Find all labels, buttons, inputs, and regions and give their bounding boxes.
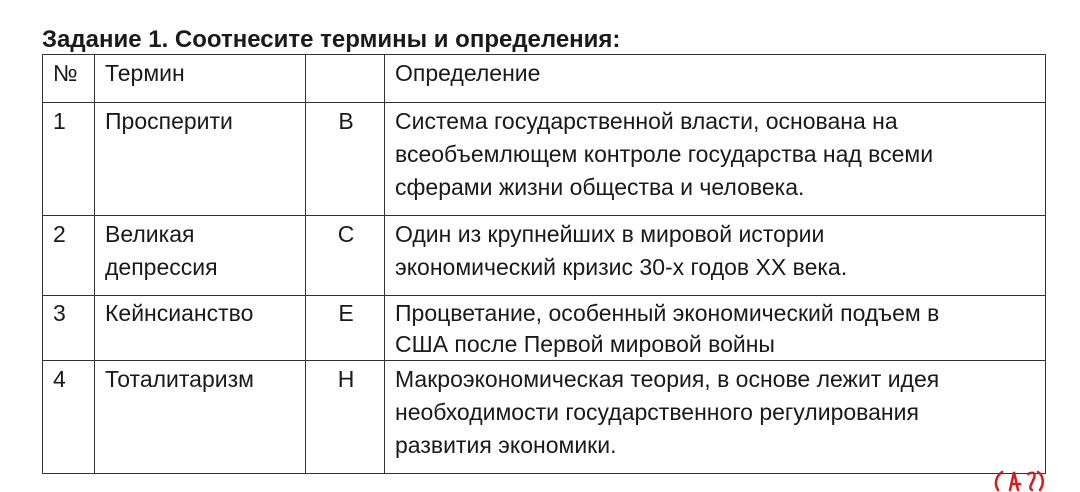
header-num: №	[43, 55, 95, 103]
header-definition: Определение	[385, 55, 1046, 103]
task-title: Задание 1. Соотнесите термины и определения:	[42, 26, 621, 53]
table-row	[43, 361, 1046, 474]
row-definition: Процветание, особенный экономический подъем в США после Первой мировой войны	[385, 296, 1046, 361]
row-num: 3	[43, 296, 95, 361]
row-term: Просперити	[95, 103, 306, 216]
header-letter	[306, 55, 385, 103]
table-header-row	[43, 55, 1046, 103]
row-definition: Система государственной власти, основана на всеобъемлющем контроле государства над всеми сферами жизни общества и человека.	[385, 103, 1046, 216]
row-term: Великая депрессия	[95, 216, 306, 296]
terms-table	[42, 54, 1046, 474]
row-term: Кейнсианство	[95, 296, 306, 361]
row-letter: Е	[306, 296, 385, 361]
table-row	[43, 296, 1046, 361]
row-letter: В	[306, 103, 385, 216]
red-handwritten-mark	[988, 462, 1048, 492]
row-num: 4	[43, 361, 95, 474]
row-num: 2	[43, 216, 95, 296]
header-term: Термин	[95, 55, 306, 103]
row-definition: Макроэкономическая теория, в основе лежит идея необходимости государственного регулирования развития экономики.	[385, 361, 1046, 474]
handwritten-score-icon	[988, 462, 1048, 492]
table-row	[43, 103, 1046, 216]
row-num: 1	[43, 103, 95, 216]
row-letter: С	[306, 216, 385, 296]
row-term: Тоталитаризм	[95, 361, 306, 474]
row-definition: Один из крупнейших в мировой истории экономический кризис 30-х годов XX века.	[385, 216, 1046, 296]
row-letter: Н	[306, 361, 385, 474]
table-row	[43, 216, 1046, 296]
